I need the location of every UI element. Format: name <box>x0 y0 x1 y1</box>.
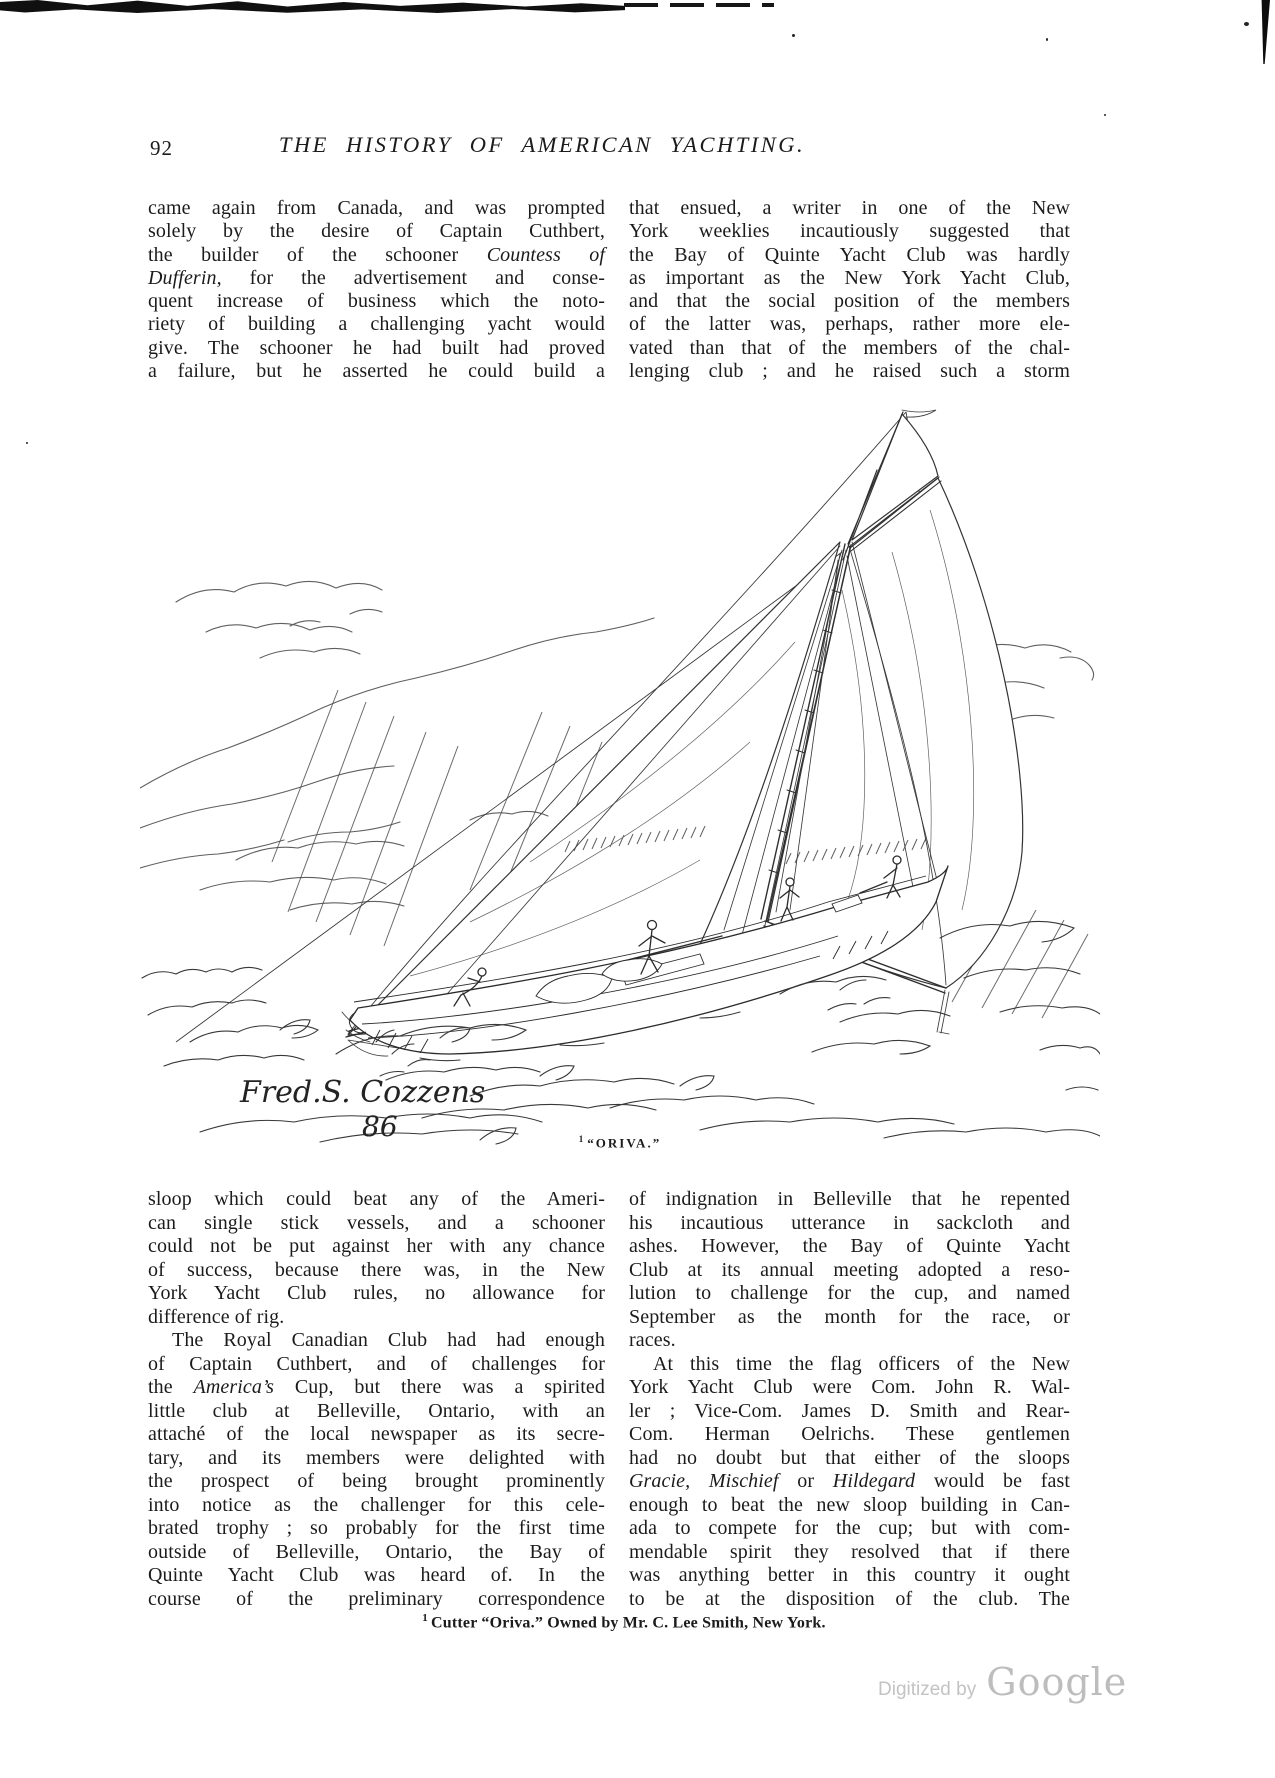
text-line: brated trophy ; so probably for the first time <box>148 1517 605 1539</box>
text-line: of success, because there was, in the New <box>148 1258 605 1281</box>
text-line: ler ; Vice-Com. James D. Smith and Rear- <box>629 1399 1070 1422</box>
text-line: came again from Canada, and was prompted <box>148 197 605 219</box>
text-line: the prospect of being brought prominently <box>148 1470 605 1492</box>
text-line: lenging club ; and he raised such a storm <box>629 360 1070 383</box>
text-line: of the latter was, perhaps, rather more ele- <box>629 313 1070 336</box>
text-line: outside of Belleville, Ontario, the Bay of <box>148 1540 605 1563</box>
text-line: could not be put against her with any chance <box>148 1235 605 1257</box>
text-line: the builder of the schooner Countess of <box>148 243 605 266</box>
text-line: vated than that of the members of the chal- <box>629 336 1070 359</box>
text-line: into notice as the challenger for this cele- <box>148 1493 605 1516</box>
text-line: as important as the New York Yacht Club, <box>629 266 1070 289</box>
text-line: course of the preliminary correspondence <box>148 1587 605 1610</box>
text-line: difference of rig. <box>148 1305 285 1328</box>
footnote <box>148 1612 1100 1632</box>
scan-artifact-top-bar-fragment <box>624 3 774 7</box>
text-line: ashes. However, the Bay of Quinte Yacht <box>629 1235 1070 1257</box>
text-line: give. The schooner he had built had proved <box>148 336 605 359</box>
bottom-left-column <box>148 1188 605 1611</box>
text-line: of Captain Cuthbert, and of challenges for <box>148 1352 605 1375</box>
top-left-column <box>148 197 605 383</box>
text-line: races. <box>629 1329 676 1351</box>
text-line: had no doubt but that either of the sloops <box>629 1446 1070 1469</box>
scan-artifact-top-bar <box>0 0 625 13</box>
google-logo: Google <box>986 1660 1128 1704</box>
text-line: of indignation in Belleville that he repented <box>629 1188 1070 1210</box>
scan-speck <box>26 442 28 444</box>
bottom-text-block <box>148 1188 1070 1611</box>
yacht-line-drawing <box>140 390 1100 1145</box>
text-line: tary, and its members were delighted with <box>148 1446 605 1469</box>
caption-text: “ORIVA.” <box>587 1135 662 1151</box>
google-watermark <box>878 1660 1178 1704</box>
text-line: his incautious utterance in sackcloth and <box>629 1211 1070 1234</box>
text-line: York weeklies incautiously suggested that <box>629 220 1070 243</box>
text-line: Quinte Yacht Club was heard of. In the <box>148 1564 605 1586</box>
artist-signature: Fred.S. Cozzens <box>240 1075 486 1110</box>
text-line: the America’s Cup, but there was a spirited <box>148 1376 605 1398</box>
text-line: attaché of the local newspaper as its secre- <box>148 1423 605 1445</box>
text-line: Com. Herman Oelrichs. These gentlemen <box>629 1423 1070 1445</box>
caption-footnote-marker: 1 <box>578 1134 584 1144</box>
top-text-block <box>148 197 1070 383</box>
scan-speck <box>1046 38 1048 41</box>
scan-speck <box>1244 22 1249 26</box>
text-line: ada to compete for the cup; but with com- <box>629 1517 1070 1539</box>
artist-signature-year: 86 <box>362 1110 398 1143</box>
page-title: THE HISTORY OF AMERICAN YACHTING. <box>278 132 806 157</box>
scan-speck <box>792 34 795 37</box>
text-line: Dufferin, for the advertisement and conse- <box>148 266 605 289</box>
top-right-column <box>629 197 1070 383</box>
text-line: that ensued, a writer in one of the New <box>629 197 1070 219</box>
footnote-marker: 1 <box>422 1612 428 1624</box>
text-line: enough to beat the new sloop building in Can- <box>629 1493 1070 1516</box>
text-line: The Royal Canadian Club had had enough <box>172 1329 605 1351</box>
text-line: sloop which could beat any of the Ameri- <box>148 1188 605 1210</box>
text-line: riety of building a challenging yacht would <box>148 313 605 336</box>
text-line: the Bay of Quinte Yacht Club was hardly <box>629 243 1070 266</box>
text-line: mendable spirit they resolved that if there <box>629 1540 1070 1563</box>
text-line: a failure, but he asserted he could build a <box>148 360 605 383</box>
text-line: and that the social position of the members <box>629 290 1070 313</box>
yacht-illustration <box>140 390 1100 1145</box>
illustration-caption <box>140 1134 1100 1151</box>
text-line: At this time the flag officers of the New <box>653 1352 1070 1375</box>
text-line: York Yacht Club rules, no allowance for <box>148 1282 605 1304</box>
text-line: Club at its annual meeting adopted a reso- <box>629 1258 1070 1281</box>
watermark-prefix: Digitized by <box>878 1679 977 1700</box>
text-line: Gracie, Mischief or Hildegard would be fast <box>629 1470 1071 1492</box>
text-line: September as the month for the race, or <box>629 1305 1070 1328</box>
text-line: solely by the desire of Captain Cuthbert, <box>148 220 605 243</box>
text-line: lution to challenge for the cup, and named <box>629 1282 1070 1304</box>
text-line: can single stick vessels, and a schooner <box>148 1211 605 1234</box>
text-line: quent increase of business which the noto- <box>148 290 605 313</box>
scan-artifact-right-edge-mark <box>1256 0 1270 64</box>
bottom-right-column <box>629 1188 1070 1611</box>
scan-speck <box>1104 114 1106 116</box>
text-line: little club at Belleville, Ontario, with an <box>148 1399 605 1422</box>
page-number: 92 <box>150 136 173 160</box>
footnote-text: Cutter “Oriva.” Owned by Mr. C. Lee Smith, New York. <box>431 1614 826 1632</box>
text-line: to be at the disposition of the club. The <box>629 1587 1070 1610</box>
text-line: York Yacht Club were Com. John R. Wal- <box>629 1376 1070 1398</box>
text-line: was anything better in this country it ought <box>629 1564 1070 1586</box>
